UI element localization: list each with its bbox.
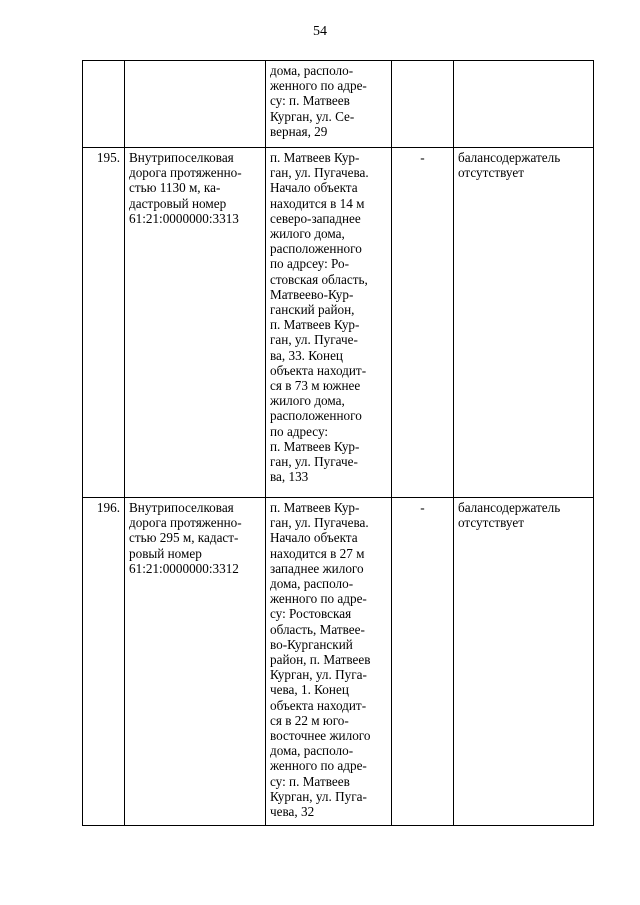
row-number-cell: 195.	[83, 148, 125, 498]
location-cell: дома, располо- женного по адре- су: п. Матвеев Курган, ул. Се- верная, 29	[266, 61, 392, 148]
dash-cell	[392, 61, 454, 148]
object-name-cell	[125, 61, 266, 148]
table-row	[83, 148, 594, 498]
dash-cell: -	[392, 498, 454, 826]
table-row	[83, 498, 594, 826]
row-number-cell	[83, 61, 125, 148]
property-registry-table	[82, 60, 594, 826]
object-name-cell: Внутрипоселковая дорога протяженно- стью 295 м, кадаст- ровый номер 61:21:0000000:3312	[125, 498, 266, 826]
holder-cell	[454, 61, 594, 148]
location-cell: п. Матвеев Кур- ган, ул. Пугачева. Начало объекта находится в 14 м северо-западнее жилого дома, расположенного по адрсеу: Ро- стовская область, Матвеево-Кур- ганский район, п. Матвеев Кур- ган, ул. Пугаче- ва, 33. Конец объекта находит- ся в 73 м южнее жилого дома, расположенного по адресу: п. Матвеев Кур- ган, ул. Пугаче- ва, 133	[266, 148, 392, 498]
holder-cell: балансодержатель отсутствует	[454, 498, 594, 826]
row-number-cell: 196.	[83, 498, 125, 826]
table-row	[83, 61, 594, 148]
dash-cell: -	[392, 148, 454, 498]
location-cell: п. Матвеев Кур- ган, ул. Пугачева. Начало объекта находится в 27 м западнее жилого дома, располо- женного по адре- су: Ростовская область, Матвее- во-Курганский район, п. Матвеев Курган, ул. Пуга- чева, 1. Конец объекта находит- ся в 22 м юго- восточнее жилого дома, располо- женного по адре- су: п. Матвеев Курган, ул. Пуга- чева, 32	[266, 498, 392, 826]
page-number: 54	[313, 24, 327, 39]
object-name-cell: Внутрипоселковая дорога протяженно- стью 1130 м, ка- дастровый номер 61:21:0000000:3313	[125, 148, 266, 498]
holder-cell: балансодержатель отсутствует	[454, 148, 594, 498]
